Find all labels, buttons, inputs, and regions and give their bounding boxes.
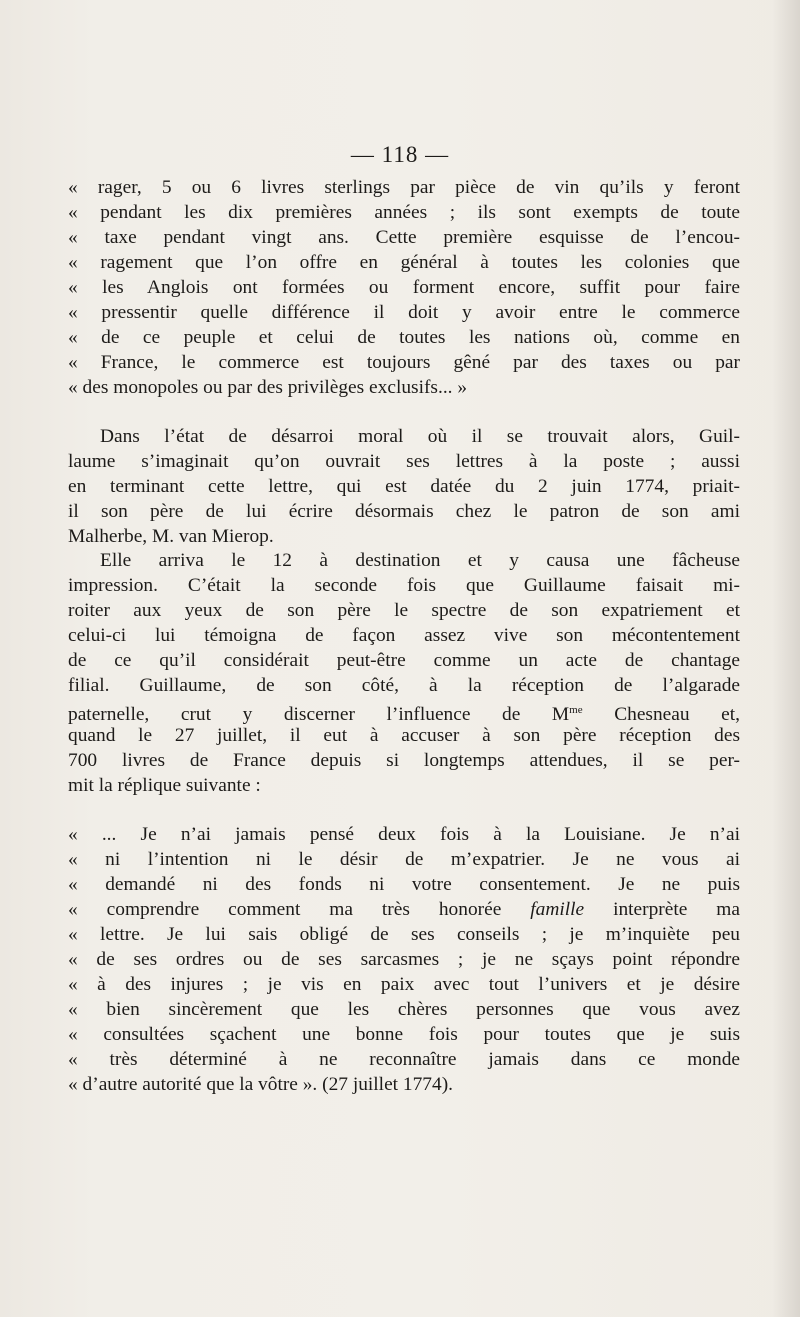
text-line bbox=[68, 897, 740, 922]
text-line: « de ses ordres ou de ses sarcasmes ; je ne sçays point répondre bbox=[68, 949, 740, 970]
text-line: « d’autre autorité que la vôtre ». (27 juillet 1774). bbox=[68, 1074, 454, 1095]
paragraph-2 bbox=[68, 548, 740, 798]
text-line: filial. Guillaume, de son côté, à la réception de l’algarade bbox=[68, 675, 740, 696]
italic-word: famille bbox=[530, 899, 585, 920]
text-line: « bien sincèrement que les chères personnes que vous avez bbox=[68, 999, 740, 1020]
text-line: « les Anglois ont formées ou forment encore, suffit pour faire bbox=[68, 277, 740, 298]
text-line: Malherbe, M. van Mierop. bbox=[68, 526, 274, 547]
text-line: laume s’imaginait qu’on ouvrait ses lettres à la poste ; aussi bbox=[68, 451, 740, 472]
text-line-part: « comprendre comment ma très honorée bbox=[68, 899, 531, 920]
text-line: « de ce peuple et celui de toutes les nations où, comme en bbox=[68, 327, 740, 348]
text-line: « France, le commerce est toujours gêné par des taxes ou par bbox=[68, 352, 740, 373]
text-line: celui-ci lui témoigna de façon assez vive son mécontentement bbox=[68, 625, 740, 646]
text-line: Elle arriva le 12 à destination et y causa une fâcheuse bbox=[100, 550, 740, 571]
text-line: impression. C’était la seconde fois que Guillaume faisait mi- bbox=[68, 575, 740, 596]
text-line-part: paternelle, crut y discerner l’influence de M bbox=[68, 704, 570, 725]
text-line: « pressentir quelle différence il doit y avoir entre le commerce bbox=[68, 302, 740, 323]
text-line: « taxe pendant vingt ans. Cette première esquisse de l’encou- bbox=[68, 227, 740, 248]
text-line: « lettre. Je lui sais obligé de ses conseils ; je m’inquiète peu bbox=[68, 924, 740, 945]
text-line: 700 livres de France depuis si longtemps attendues, il se per- bbox=[68, 750, 740, 771]
page-number: — 118 — bbox=[350, 142, 450, 167]
text-line-part: interprète ma bbox=[584, 899, 740, 920]
text-line: « ... Je n’ai jamais pensé deux fois à la Louisiane. Je n’ai bbox=[68, 824, 740, 845]
text-line: « demandé ni des fonds ni votre consentement. Je ne puis bbox=[68, 874, 740, 895]
text-line: il son père de lui écrire désormais chez le patron de son ami bbox=[68, 501, 740, 522]
text-line bbox=[68, 698, 740, 723]
text-line: « ragement que l’on offre en général à toutes les colonies que bbox=[68, 252, 740, 273]
text-line-part: Chesneau et, bbox=[582, 704, 741, 725]
paragraph-1 bbox=[68, 424, 740, 549]
quote-block-2 bbox=[68, 822, 740, 1097]
superscript-me: me bbox=[569, 704, 583, 716]
text-line: en terminant cette lettre, qui est datée du 2 juin 1774, priait- bbox=[68, 476, 740, 497]
text-line: Dans l’état de désarroi moral où il se trouvait alors, Guil- bbox=[100, 426, 740, 447]
text-line: « à des injures ; je vis en paix avec tout l’univers et je désire bbox=[68, 974, 740, 995]
page-edge-shadow bbox=[772, 0, 800, 1317]
text-line: quand le 27 juillet, il eut à accuser à son père réception des bbox=[68, 725, 740, 746]
text-line: « très déterminé à ne reconnaître jamais dans ce monde bbox=[68, 1049, 740, 1070]
quote-block-1 bbox=[68, 175, 740, 400]
text-line: « rager, 5 ou 6 livres sterlings par pièce de vin qu’ils y feront bbox=[68, 177, 740, 198]
text-line: « pendant les dix premières années ; ils sont exempts de toute bbox=[68, 202, 740, 223]
text-line: mit la réplique suivante : bbox=[68, 775, 261, 796]
text-line: « ni l’intention ni le désir de m’expatrier. Je ne vous ai bbox=[68, 849, 740, 870]
text-line: « des monopoles ou par des privilèges exclusifs... » bbox=[68, 377, 468, 398]
text-line: roiter aux yeux de son père le spectre de son expatriement et bbox=[68, 600, 740, 621]
text-line: « consultées sçachent une bonne fois pour toutes que je suis bbox=[68, 1024, 740, 1045]
text-line: de ce qu’il considérait peut-être comme un acte de chantage bbox=[68, 650, 740, 671]
